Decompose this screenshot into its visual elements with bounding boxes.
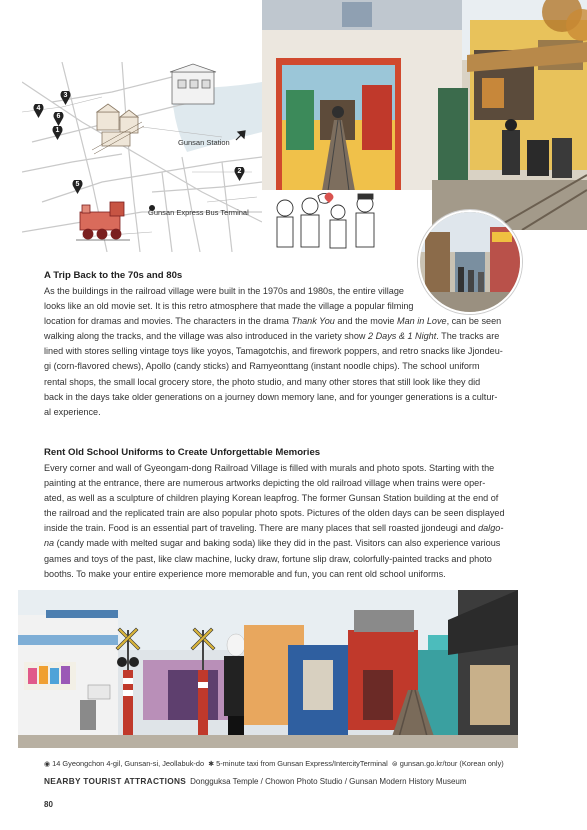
- web-icon: ⊜: [391, 761, 398, 768]
- map-pin-5: 5: [72, 180, 83, 194]
- movie-title: Man in Love: [397, 316, 447, 327]
- section-title-retro: A Trip Back to the 70s and 80s: [44, 270, 183, 281]
- railroad-village-photo: [18, 590, 518, 748]
- map-streets: [22, 62, 262, 252]
- location-pin-icon: ◉: [44, 761, 51, 768]
- area-map: [22, 62, 262, 252]
- address-text: 14 Gyeongchon 4-gil, Gunsan-si, Jeollabuk-do: [52, 759, 205, 768]
- transport-text: 5-minute taxi from Gunsan Express/IntercityTerminal: [216, 759, 388, 768]
- nearby-label: NEARBY TOURIST ATTRACTIONS: [44, 776, 187, 786]
- page-number: 80: [44, 800, 53, 809]
- website-text[interactable]: gunsan.go.kr/tour (Korean only): [399, 759, 504, 768]
- section-title-uniforms: Rent Old School Uniforms to Create Unforgettable Memories: [44, 447, 321, 458]
- taxi-icon: ✱: [208, 761, 215, 768]
- uniform-characters-illustration: [270, 190, 390, 260]
- map-pin-3: 3: [60, 91, 71, 105]
- section-uniforms-body: Every corner and wall of Gyeongam-dong Railroad Village is filled with murals and photo spots. Starting with the painting at the entrance, there are numerous artworks depicting the old railroad village when trains were oper- ated, as well as a sculpture of children playing Korean leapfrog. The former Gunsan Station building at the end of the railroad and the replicated train are also popular photo spots. Pictures of the olden days can be seen displayed inside the train. Food is an essential part of traveling. There are many places that sell roasted jjondeugi and dalgo- na (candy made with melted sugar and baking soda) like they did in the past. Visitors can also experience various games and toys of the past, like claw machine, lucky draw, fortune slip draw, colorfully-painted tracks and photo booths. To make your entire experience more memorable and fun, you can rent old school uniforms.: [44, 463, 505, 579]
- nearby-attractions: [44, 776, 467, 786]
- station-label: Gunsan Station: [178, 138, 230, 147]
- visitor-info-line: [44, 759, 504, 768]
- nearby-list: Dongguksa Temple / Chowon Photo Studio / Gunsan Modern History Museum: [190, 777, 467, 786]
- dalgona-term: dalgo-: [478, 523, 504, 534]
- terminal-label: Gunsan Express Bus Terminal: [148, 208, 249, 217]
- map-pin-6: 6: [53, 112, 64, 126]
- drama-title: Thank You: [291, 316, 335, 327]
- map-pin-1: 1: [52, 126, 63, 140]
- variety-show-title: 2 Days & 1 Night: [368, 331, 437, 342]
- section-retro-body: As the buildings in the railroad village were built in the 1970s and 1980s, the entire village looks like an old movie set. It is this retro atmosphere that made the village a popular filming location for dramas and movies. The characters in the drama Thank You and the movie Man in Love, can be seen walking along the tracks, and the village was also introduced in the variety show 2 Days & 1 Night. The tracks are lined with stores selling vintage toys like yoyos, Tamagotchis, and firework poppers, and retro snacks like Jjondeu- gi (corn-flavored chews), Apollo (candy sticks) and Ramyeonttang (instant noodle chips). The school uniform rental shops, the small local grocery store, the photo studio, and many other stores that still look like they did back in the days take older generations on a journey down memory lane, and for younger generations is a cultur- al experience.: [44, 286, 503, 417]
- map-pin-2: 2: [234, 167, 245, 181]
- map-pin-4: 4: [33, 104, 44, 118]
